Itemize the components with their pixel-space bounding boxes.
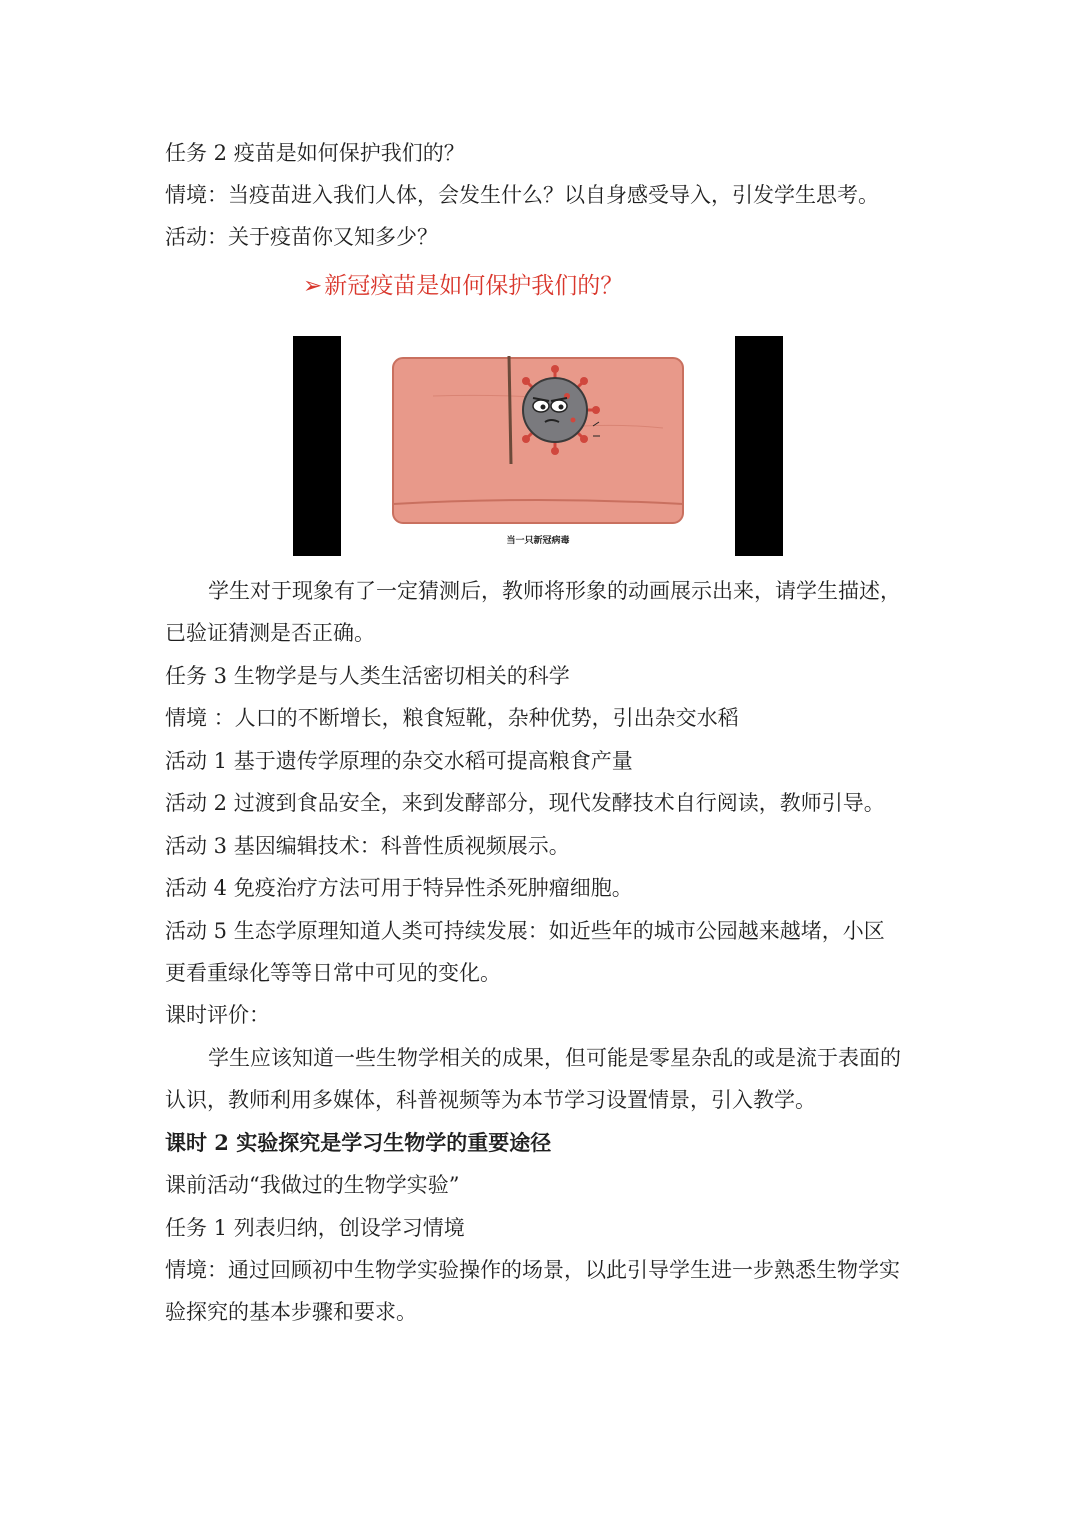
activity-1: 活动 1 基于遗传学原理的杂交水稻可提高粮食产量 xyxy=(165,749,633,773)
paragraph-evaluation-line1: 学生应该知道一些生物学相关的成果，但可能是零星杂乱的或是流于表面的 xyxy=(208,1046,901,1070)
situation-population: 情境 ：人口的不断增长，粮食短靴，杂种优势，引出杂交水稻 xyxy=(165,706,739,730)
virus-cartoon-illustration xyxy=(293,336,783,556)
slide-title xyxy=(303,270,623,302)
activity-4: 活动 4 免疫治疗方法可用于特异性杀死肿瘤细胞。 xyxy=(165,876,633,900)
lesson2-heading: 课时 2 实验探究是学习生物学的重要途径 xyxy=(165,1130,552,1155)
pre-class-activity: 课前活动“我做过的生物学实验” xyxy=(165,1173,460,1197)
evaluation-label: 课时评价： xyxy=(165,1003,270,1027)
task2-heading: 任务 2 疫苗是如何保护我们的？ xyxy=(165,141,465,165)
hair-strand xyxy=(509,356,511,464)
paragraph-animation-line1: 学生对于现象有了一定猜测后，教师将形象的动画展示出来，请学生描述， xyxy=(208,579,901,603)
situation-vaccine: 情境：当疫苗进入我们人体，会发生什么？以自身感受导入，引发学生思考。 xyxy=(165,183,879,207)
paragraph-evaluation-line2: 认识，教师利用多媒体，科普视频等为本节学习设置情景，引入教学。 xyxy=(165,1088,816,1112)
activity-2: 活动 2 过渡到食品安全，来到发酵部分，现代发酵技术自行阅读，教师引导。 xyxy=(165,791,885,815)
slide-title-text: 新冠疫苗是如何保护我们的？ xyxy=(324,273,624,299)
activity-3: 活动 3 基因编辑技术：科普性质视频展示。 xyxy=(165,834,570,858)
activity-vaccine: 活动：关于疫苗你又知多少？ xyxy=(165,225,438,249)
task1-heading: 任务 1 列表归纳，创设学习情境 xyxy=(165,1216,465,1240)
video-frame xyxy=(293,336,783,556)
video-caption: 当一只新冠病毒 xyxy=(506,536,570,546)
activity-5-line1: 活动 5 生态学原理知道人类可持续发展：如近些年的城市公园越来越堵，小区 xyxy=(165,919,885,943)
arrow-bullet-icon: ➢ xyxy=(303,273,323,299)
situation-experiment-line1: 情境：通过回顾初中生物学实验操作的场景，以此引导学生进一步熟悉生物学实 xyxy=(165,1258,900,1282)
situation-experiment-line2: 验探究的基本步骤和要求。 xyxy=(165,1300,417,1324)
task3-heading: 任务 3 生物学是与人类生活密切相关的科学 xyxy=(165,664,570,688)
paragraph-animation-line2: 已验证猜测是否正确。 xyxy=(165,621,375,645)
activity-5-line2: 更看重绿化等等日常中可见的变化。 xyxy=(165,961,501,985)
